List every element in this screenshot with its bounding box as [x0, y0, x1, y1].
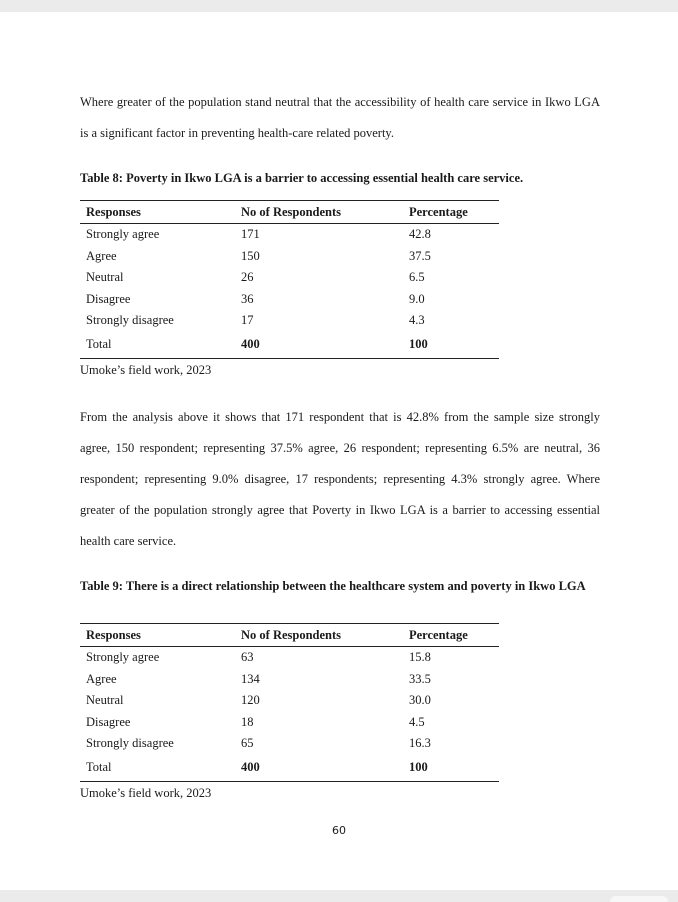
cell-response: Strongly disagree: [86, 313, 174, 328]
cell-respondents: 120: [241, 693, 260, 708]
cell-respondents: 26: [241, 270, 254, 285]
cell-respondents: 36: [241, 291, 254, 306]
cell-response: Agree: [86, 248, 117, 263]
cell-percentage: 4.5: [409, 714, 425, 729]
cell-response: Strongly agree: [86, 650, 160, 665]
cell-respondents: 65: [241, 736, 254, 751]
cell-total-respondents: 400: [241, 755, 409, 782]
document-page: [0, 12, 678, 890]
table8-caption: Table 8: Poverty in Ikwo LGA is a barrier to accessing essential health care service.: [80, 171, 524, 185]
table-row: [80, 267, 499, 289]
cell-respondents: 18: [241, 714, 254, 729]
table-header-row: [80, 201, 499, 224]
cell-percentage: 30.0: [409, 693, 431, 708]
header-percentage: Percentage: [409, 624, 499, 647]
cell-respondents: 171: [241, 227, 260, 242]
cell-response: Strongly agree: [86, 227, 160, 242]
table8: [80, 200, 499, 359]
cell-percentage: 42.8: [409, 227, 431, 242]
cell-percentage: 37.5: [409, 248, 431, 263]
cell-response: Strongly disagree: [86, 736, 174, 751]
table8-source: Umoke’s field work, 2023: [80, 363, 212, 377]
table-row: [80, 289, 499, 311]
cell-percentage: 15.8: [409, 650, 431, 665]
header-respondents: No of Respondents: [241, 624, 409, 647]
cell-respondents: 63: [241, 650, 254, 665]
page-number: 60: [332, 824, 346, 837]
header-respondents: No of Respondents: [241, 201, 409, 224]
cell-total-percentage: 100: [409, 332, 499, 359]
table-row: [80, 246, 499, 268]
cell-respondents: 150: [241, 248, 260, 263]
header-responses: Responses: [80, 201, 241, 224]
cell-percentage: 4.3: [409, 313, 425, 328]
table-total-row: [80, 332, 499, 359]
cell-respondents: 17: [241, 313, 254, 328]
cell-total-label: Total: [80, 332, 241, 359]
table9-source: Umoke’s field work, 2023: [80, 786, 212, 800]
table-row: [80, 224, 499, 246]
cell-respondents: 134: [241, 671, 260, 686]
table-total-row: [80, 755, 499, 782]
table-row: [80, 712, 499, 734]
header-responses: Responses: [80, 624, 241, 647]
table-row: [80, 310, 499, 332]
cell-response: Agree: [86, 671, 117, 686]
cell-total-percentage: 100: [409, 755, 499, 782]
cell-total-label: Total: [80, 755, 241, 782]
cell-response: Neutral: [86, 270, 124, 285]
analysis-paragraph: From the analysis above it shows that 171 respondent that is 42.8% from the sample size strongly agree, 150 respondent; representing 37.5% agree, 26 respondent; representing 6.5% are neutral, 36 respondent; representing 9.0% disagree, 17 respondents; representing 4.3% strongly agree. Where greater of the population strongly agree that Poverty in Ikwo LGA is a barrier to accessing essential health care service.: [80, 410, 600, 548]
table-row: [80, 647, 499, 669]
cell-percentage: 33.5: [409, 671, 431, 686]
intro-paragraph: Where greater of the population stand neutral that the accessibility of health care service in Ikwo LGA is a significant factor in preventing health-care related poverty.: [80, 95, 600, 140]
cell-response: Disagree: [86, 714, 131, 729]
cell-percentage: 16.3: [409, 736, 431, 751]
table9-caption: Table 9: There is a direct relationship between the healthcare system and poverty in Ikwo LGA: [80, 579, 586, 593]
table-row: [80, 669, 499, 691]
cell-response: Neutral: [86, 693, 124, 708]
table-header-row: [80, 624, 499, 647]
table-row: [80, 690, 499, 712]
cell-total-respondents: 400: [241, 332, 409, 359]
cell-percentage: 6.5: [409, 270, 425, 285]
table9: [80, 623, 499, 782]
page-corner-tab: [610, 896, 668, 902]
cell-response: Disagree: [86, 291, 131, 306]
cell-percentage: 9.0: [409, 291, 425, 306]
table-row: [80, 733, 499, 755]
header-percentage: Percentage: [409, 201, 499, 224]
